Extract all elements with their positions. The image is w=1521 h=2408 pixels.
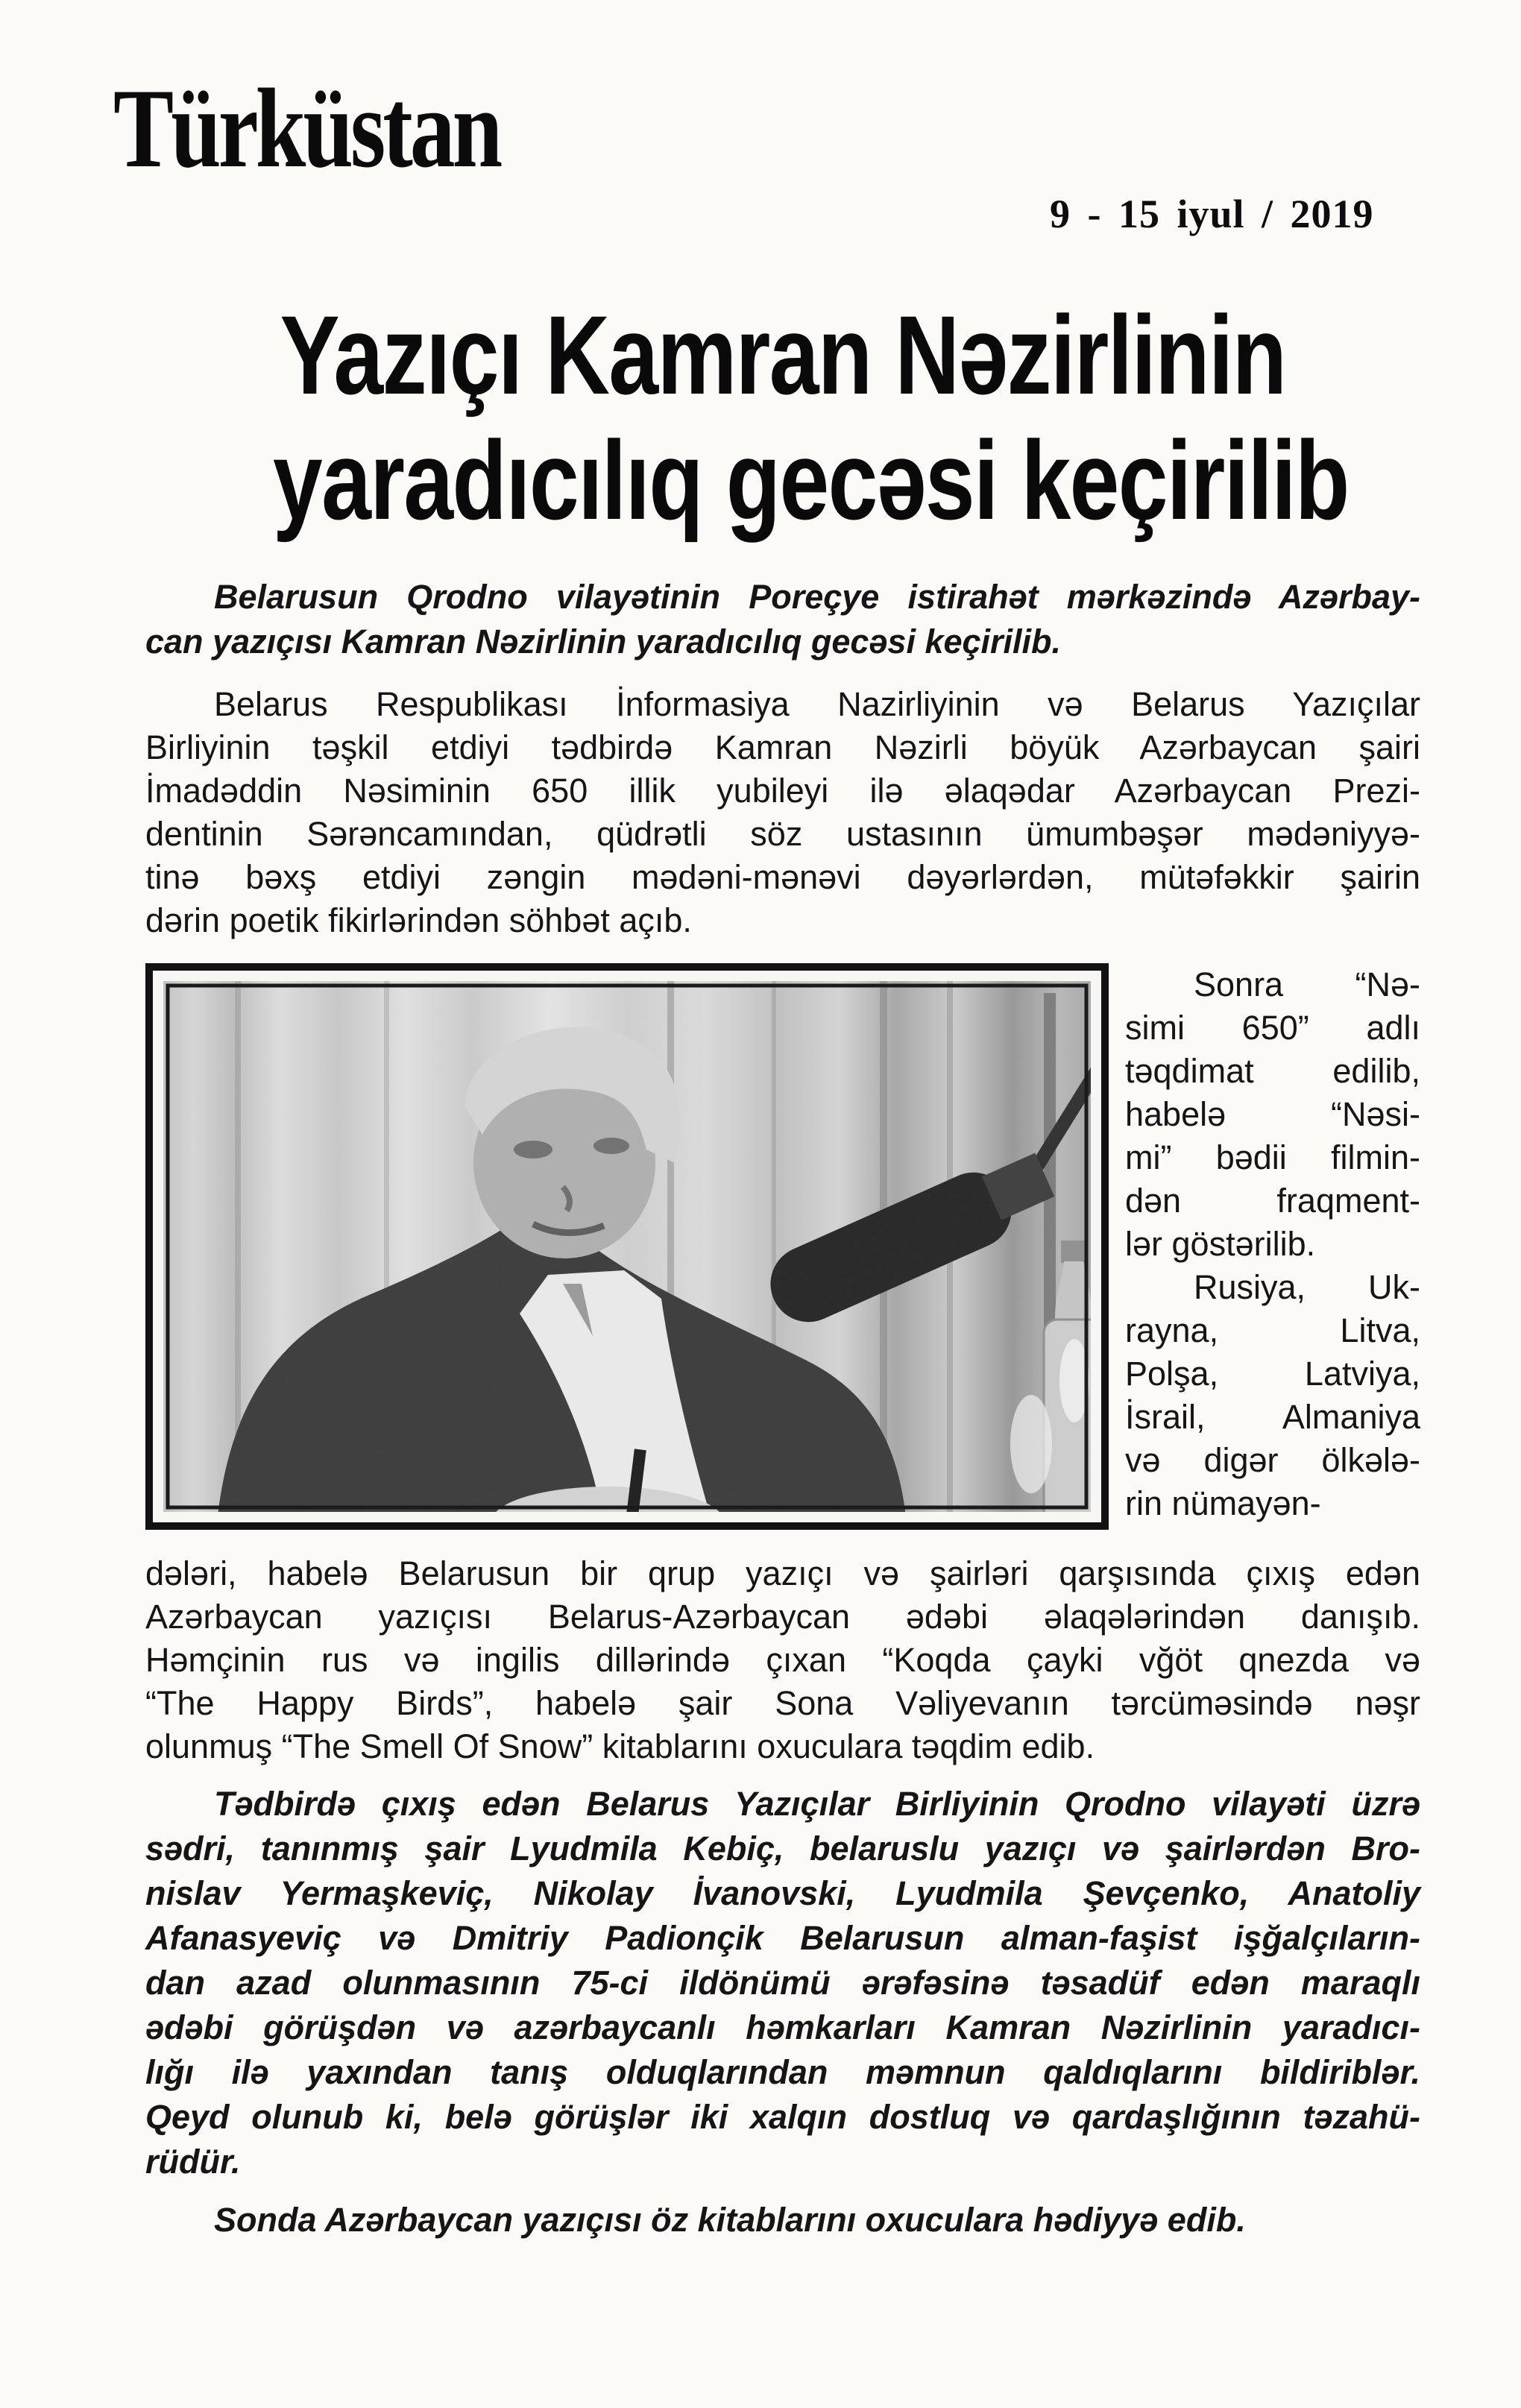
- text-line: rüdür.: [145, 2143, 241, 2181]
- article-body: [145, 576, 1420, 2242]
- text-line: lər göstərilib.: [1125, 1225, 1316, 1263]
- text-line: dentinin Sərəncamından, qüdrətli söz ustasının ümumbəşər mədəniyyə-: [145, 815, 1420, 853]
- text-line: olunmuş “The Smell Of Snow” kitablarını oxuculara təqdim edib.: [145, 1727, 1095, 1765]
- text-line: Polşa, Latviya,: [1125, 1355, 1420, 1393]
- photo-side-column: [1125, 963, 1420, 1530]
- lead-paragraph: [145, 576, 1420, 665]
- text-line: ədəbi görüşdən və azərbaycanlı həmkarları Kamran Nəzirlinin yaradıcı-: [145, 2008, 1420, 2046]
- headline-line-2: yaradıcılıq gecəsi keçirilib: [273, 417, 1349, 543]
- text-line: təqdimat edilib,: [1125, 1052, 1420, 1090]
- text-line: mi” bədii filmin-: [1125, 1138, 1420, 1176]
- event-photo-illustration: [145, 963, 1109, 1530]
- text-line: Sonra “Nə-: [1194, 965, 1420, 1003]
- text-line: dərin poetik fikirlərindən söhbət açıb.: [145, 901, 692, 939]
- text-line: Tədbirdə çıxış edən Belarus Yazıçılar Birliyinin Qrodno vilayəti üzrə: [214, 1785, 1420, 1823]
- text-line: İmadəddin Nəsiminin 650 illik yubileyi ilə əlaqədar Azərbaycan Prezi-: [145, 772, 1420, 810]
- text-line: Belarus Respublikası İnformasiya Nazirliyinin və Belarus Yazıçılar: [214, 685, 1420, 723]
- text-line: və digər ölkələ-: [1125, 1441, 1420, 1479]
- text-line: habelə “Nəsi-: [1125, 1095, 1420, 1133]
- text-line: Həmçinin rus və ingilis dillərində çıxan “Koqda çayki vğöt qnezda və: [145, 1641, 1420, 1679]
- body-paragraph-2: [145, 1552, 1420, 1768]
- issue-date: 9 - 15 iyul / 2019: [1050, 192, 1374, 236]
- text-line: rin nümayən-: [1125, 1484, 1321, 1522]
- event-photo: [145, 963, 1109, 1530]
- text-line: dan azad olunmasının 75-ci ildönümü ərəfəsinə təsadüf edən maraqlı: [145, 1964, 1420, 2002]
- text-line: sədri, tanınmış şair Lyudmila Kebiç, belaruslu yazıçı və şairlərdən Bro-: [145, 1829, 1420, 1868]
- body-paragraph-1: [145, 683, 1420, 942]
- text-line: rayna, Litva,: [1125, 1311, 1420, 1349]
- text-line: nislav Yermaşkeviç, Nikolay İvanovski, Lyudmila Şevçenko, Anatoliy: [145, 1874, 1420, 1912]
- closing-paragraph: [145, 2198, 1420, 2242]
- text-line: lığı ilə yaxından tanış olduqlarından məmnun qaldıqlarını bildiriblər.: [145, 2053, 1420, 2091]
- text-line: Rusiya, Uk-: [1194, 1268, 1420, 1306]
- body-paragraph-3: [145, 1782, 1420, 2184]
- text-line: Birliyinin təşkil etdiyi tədbirdə Kamran Nəzirli böyük Azərbaycan şairi: [145, 728, 1420, 766]
- text-line: dələri, habelə Belarusun bir qrup yazıçı və şairləri qarşısında çıxış edən: [145, 1554, 1420, 1592]
- text-line: “The Happy Birds”, habelə şair Sona Vəliyevanın tərcüməsində nəşr: [145, 1684, 1420, 1722]
- text-line: Sonda Azərbaycan yazıçısı öz kitablarını oxuculara hədiyyə edib.: [214, 2201, 1246, 2239]
- text-line: simi 650” adlı: [1125, 1009, 1420, 1047]
- text-line: tinə bəxş etdiyi zəngin mədəni-mənəvi dəyərlərdən, mütəfəkkir şairin: [145, 858, 1420, 896]
- text-line: dən fraqment-: [1125, 1182, 1420, 1220]
- text-line: Belarusun Qrodno vilayətinin Poreçye istirahət mərkəzində Azərbay-: [214, 578, 1420, 616]
- article-headline: [273, 292, 1349, 543]
- text-line: İsrail, Almaniya: [1125, 1398, 1420, 1436]
- photo-row: [145, 963, 1420, 1530]
- text-line: can yazıçısı Kamran Nəzirlinin yaradıcılıq gecəsi keçirilib.: [145, 623, 1062, 661]
- side-paragraph-2: [1125, 1266, 1420, 1525]
- text-line: Azərbaycan yazıçısı Belarus-Azərbaycan ədəbi əlaqələrindən danışıb.: [145, 1598, 1420, 1636]
- masthead-title: Türküstan: [113, 66, 500, 191]
- headline-line-1: Yazıçı Kamran Nəzirlinin: [280, 292, 1286, 417]
- text-line: Qeyd olunub ki, belə görüşlər iki xalqın dostluq və qardaşlığının təzahü-: [145, 2098, 1420, 2136]
- text-line: Afanasyeviç və Dmitriy Padionçik Belarusun alman-faşist işğalçıların-: [145, 1919, 1420, 1957]
- side-paragraph-1: [1125, 963, 1420, 1266]
